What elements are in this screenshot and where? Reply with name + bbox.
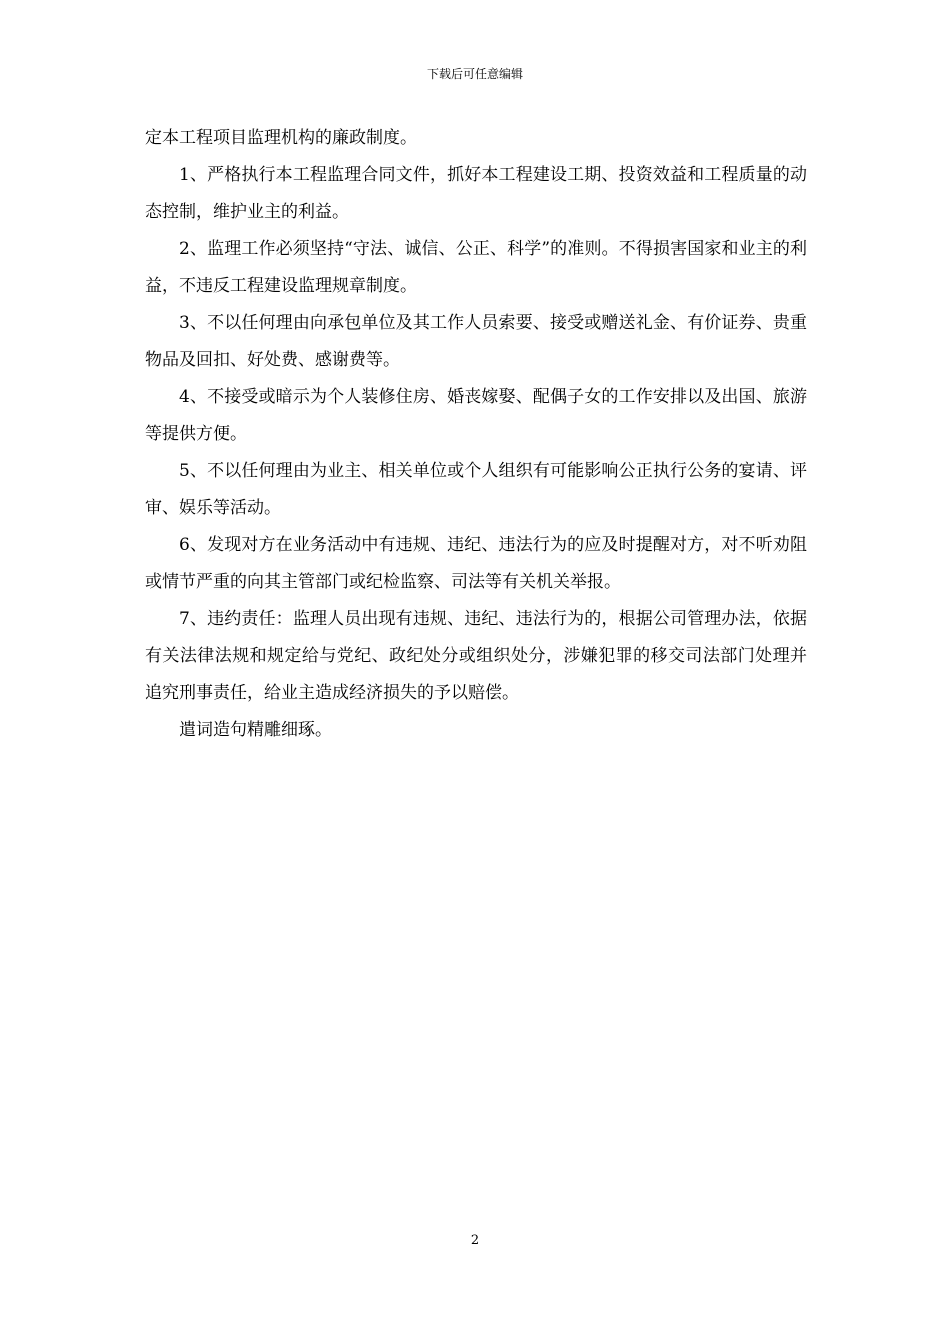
paragraph-item-2: 2、监理工作必须坚持“守法、诚信、公正、科学”的准则。不得损害国家和业主的利益，不违反工程建设监理规章制度。 (145, 239, 807, 296)
paragraph-item-3: 3、不以任何理由向承包单位及其工作人员索要、接受或赠送礼金、有价证券、贵重物品及回扣、好处费、感谢费等。 (145, 313, 807, 370)
paragraph-item-4: 4、不接受或暗示为个人装修住房、婚丧嫁娶、配偶子女的工作安排以及出国、旅游等提供方便。 (145, 387, 807, 444)
paragraph-item-1: 1、严格执行本工程监理合同文件，抓好本工程建设工期、投资效益和工程质量的动态控制，维护业主的利益。 (145, 165, 807, 222)
paragraph-item-7: 7、违约责任：监理人员出现有违规、违纪、违法行为的，根据公司管理办法，依据有关法律法规和规定给与党纪、政纪处分或组织处分，涉嫌犯罪的移交司法部门处理并追究刑事责任，给业主造成经济损失的予以赔偿。 (145, 609, 807, 703)
paragraph-continuation: 定本工程项目监理机构的廉政制度。 (145, 128, 417, 148)
page-number: 2 (470, 1233, 480, 1248)
paragraph-item-6: 6、发现对方在业务活动中有违规、违纪、违法行为的应及时提醒对方，对不听劝阻或情节严重的向其主管部门或纪检监察、司法等有关机关举报。 (145, 535, 807, 592)
paragraph-closing: 遣词造句精雕细琢。 (179, 720, 332, 740)
page-header: 下载后可任意编辑 (426, 67, 523, 81)
document-body (145, 120, 807, 749)
paragraph-item-5: 5、不以任何理由为业主、相关单位或个人组织有可能影响公正执行公务的宴请、评审、娱乐等活动。 (145, 461, 807, 518)
